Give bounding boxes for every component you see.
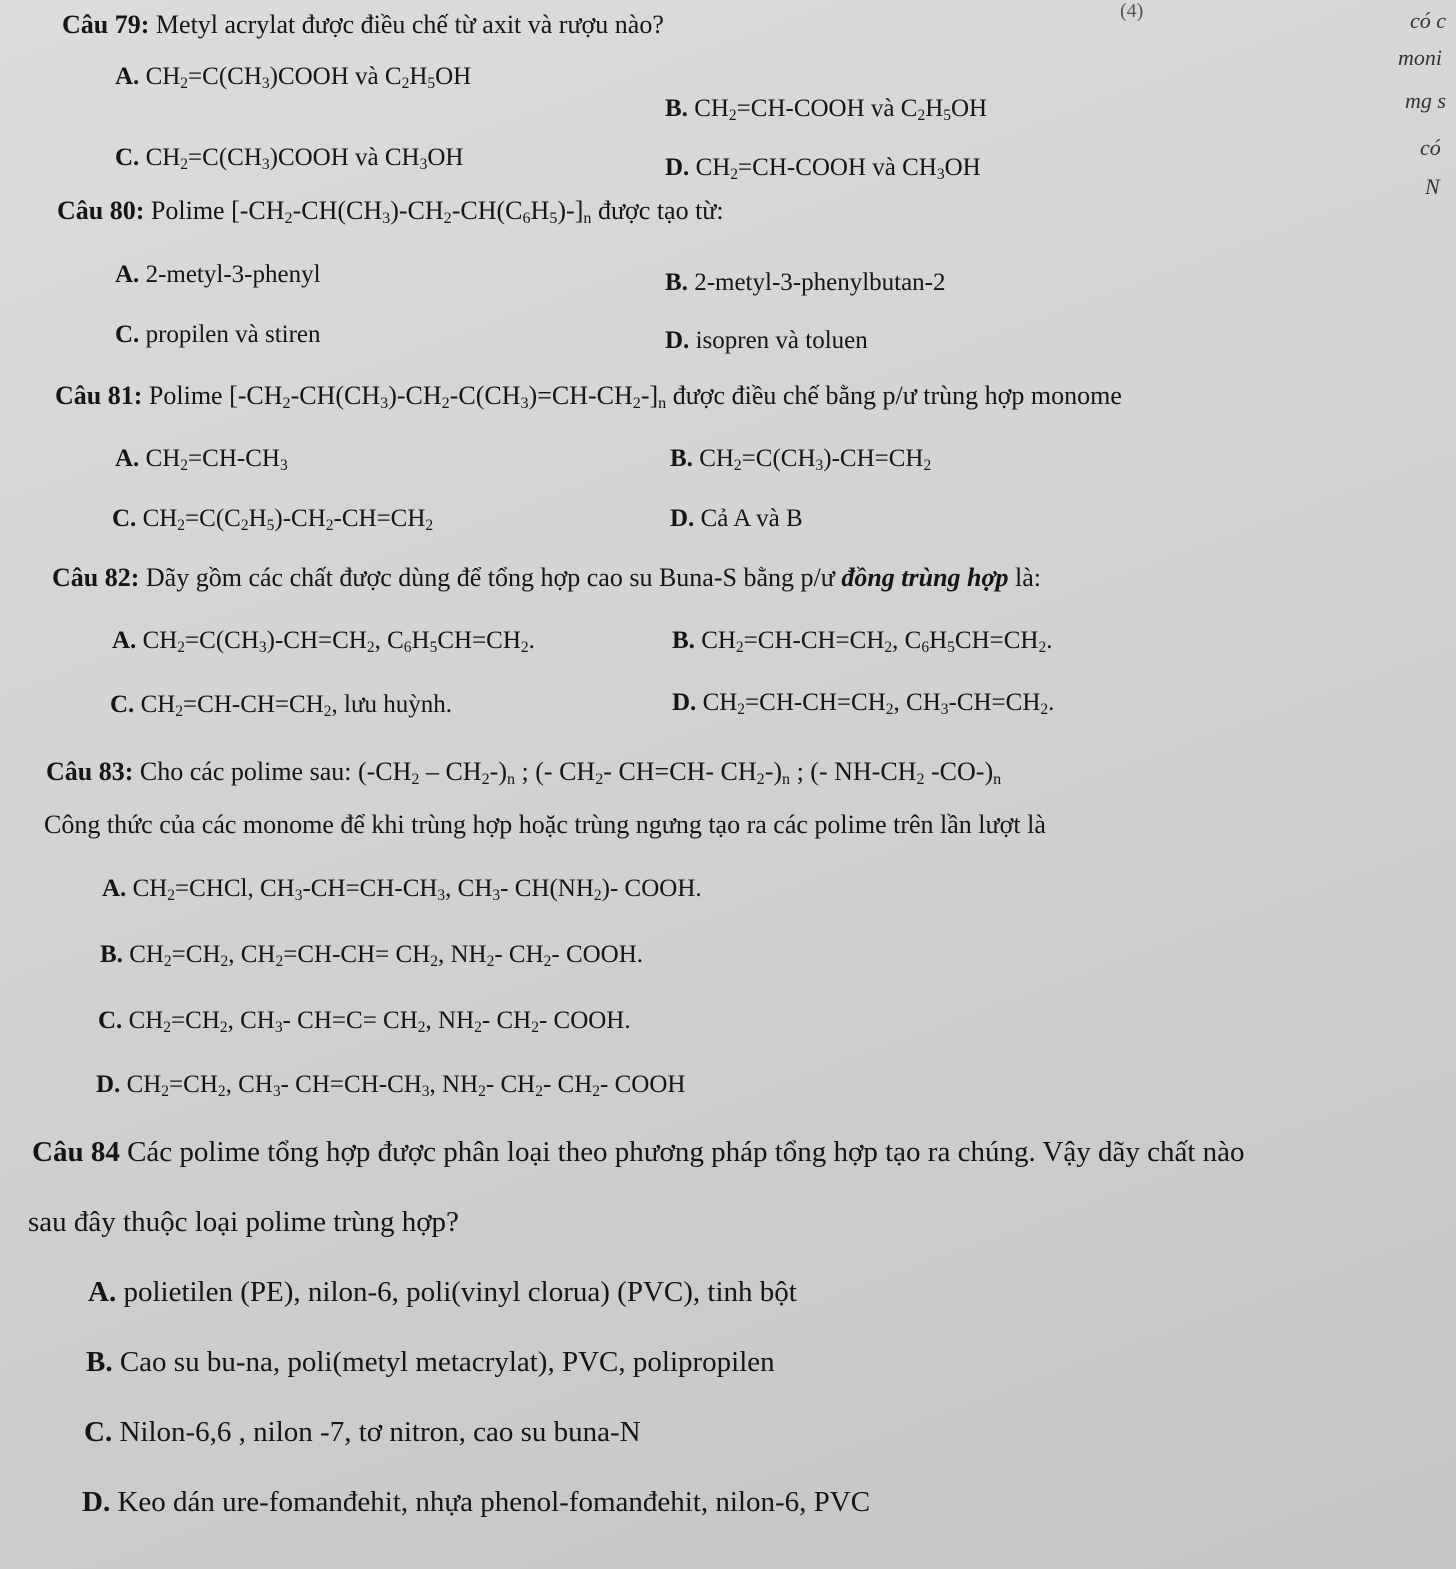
option-text: Nilon-6,6 , nilon -7, tơ nitron, cao su buna-N [119, 1416, 641, 1448]
option-label: A. [115, 261, 140, 288]
option-label: B. [670, 445, 693, 472]
option-label: C. [110, 691, 135, 718]
option-d[interactable] [96, 1071, 686, 1100]
question-number: Câu 84 [32, 1136, 120, 1168]
option-label: C. [84, 1416, 113, 1448]
question-emphasis: đồng trùng hợp [841, 563, 1009, 592]
question-text: Các polime tổng hợp được phân loại theo phương pháp tổng hợp tạo ra chúng. Vậy dãy chất nào [127, 1136, 1245, 1168]
question-number: Câu 81: [55, 381, 143, 410]
option-c[interactable] [110, 691, 453, 720]
option-b[interactable] [100, 941, 644, 970]
option-label: C. [115, 144, 140, 171]
option-label: D. [665, 327, 690, 354]
question-text-end: là: [1014, 563, 1041, 592]
option-text: $CH_2=CHCl$, $CH_3-CH=CH-CH_3$, $CH_3-$ $CH(NH_2)-$ COOH. [132, 875, 702, 904]
option-text: $CH_2=C(CH_3)-CH=CH_2$ [699, 445, 932, 474]
option-label: D. [672, 689, 697, 716]
option-text: $CH_2=CH$-COOH và $C_2H_5OH$ [694, 95, 988, 124]
option-label: A. [88, 1276, 117, 1308]
question-84-line2: sau đây thuộc loại polime trùng hợp? [28, 1206, 459, 1238]
option-b[interactable] [665, 270, 946, 295]
option-b[interactable] [665, 95, 988, 124]
option-c[interactable] [115, 322, 321, 347]
option-text: $CH_2=CH-CH_3$ [145, 445, 288, 474]
question-text: Polime $[-CH_2-CH(CH_3)-CH_2-C(CH_3)=CH-CH_2-]_n$ được điều chế bằng p/ư trùng hợp monome [148, 381, 1122, 413]
option-a[interactable] [115, 63, 472, 92]
option-text: $CH_2=C(C_2H_5)-CH_2-CH=CH_2$ [142, 505, 434, 534]
option-text: $CH_2=CH-CH=CH_2$, $CH_3-CH=CH_2$. [702, 689, 1055, 718]
option-a[interactable] [88, 1278, 797, 1307]
option-d[interactable] [670, 506, 803, 531]
option-text: Keo dán ure-fomanđehit, nhựa phenol-fomanđehit, nilon-6, PVC [117, 1486, 871, 1518]
option-text: propilen và stiren [145, 321, 321, 348]
option-label: B. [672, 627, 695, 654]
option-text: $CH_2=CH_2$, $CH_3-$ $CH=C= CH_2$, $NH_2-$ $CH_2-$ COOH. [128, 1007, 631, 1036]
option-label: B. [665, 269, 688, 296]
option-d[interactable] [665, 154, 981, 183]
question-80 [57, 196, 724, 228]
option-label: D. [665, 154, 690, 181]
option-label: A. [115, 63, 140, 90]
option-text: $CH_2=CH-CH=CH_2$, lưu huỳnh. [140, 691, 453, 720]
edge-fragment: N [1425, 174, 1440, 199]
option-d[interactable] [82, 1488, 870, 1517]
top-fragment: (4) [1120, 0, 1144, 22]
option-label: C. [112, 505, 137, 532]
option-label: A. [102, 875, 127, 902]
option-b[interactable] [86, 1348, 775, 1377]
option-c[interactable] [84, 1418, 641, 1447]
question-number: Câu 82: [52, 563, 140, 592]
option-label: D. [96, 1071, 121, 1098]
question-number: Câu 83: [46, 757, 134, 786]
option-a[interactable] [112, 627, 535, 656]
option-c[interactable] [98, 1007, 631, 1036]
question-83 [46, 757, 1002, 789]
option-text: Cao su bu-na, poli(metyl metacrylat), PVC, polipropilen [119, 1346, 775, 1378]
option-label: C. [98, 1007, 123, 1034]
option-label: B. [86, 1346, 113, 1378]
option-text: $CH_2=C(CH_3)COOH$ và $C_2H_5OH$ [145, 63, 472, 92]
option-label: D. [670, 505, 695, 532]
question-text: Polime $[-CH_2-CH(CH_3)-CH_2-CH(C_6H_5)-]_n$ được tạo từ: [150, 196, 724, 228]
option-text: $CH_2=C(CH_3)-CH=CH_2$, $C_6H_5CH=CH_2$. [142, 627, 535, 656]
option-text: polietilen (PE), nilon-6, poli(vinyl clorua) (PVC), tinh bột [123, 1276, 797, 1308]
option-text: $CH_2=CH_2$, $CH_3-$ $CH=CH-CH_3$, $NH_2-$ $CH_2-$ $CH_2-$ COOH [126, 1071, 686, 1100]
option-text: $CH_2=C(CH_3)COOH$ và $CH_3OH$ [145, 144, 464, 173]
question-text: Metyl acrylat được điều chế từ axit và rượu nào? [155, 10, 664, 39]
option-text: 2-metyl-3-phenyl [145, 261, 321, 288]
question-82 [52, 565, 1041, 591]
option-label: B. [100, 941, 123, 968]
question-text: Cho các polime sau: $(-CH_2 - CH_2-)_n$ ; (- $CH_2-$ CH=CH- $CH_2-)_n$ ; (- $NH-CH_2$ $-CO-)_n$ [139, 757, 1002, 789]
edge-fragment: có [1420, 135, 1441, 160]
option-b[interactable] [672, 627, 1053, 656]
option-b[interactable] [670, 445, 932, 474]
edge-fragment: mg s [1405, 88, 1446, 113]
option-a[interactable] [115, 262, 321, 287]
question-number: Câu 80: [57, 196, 145, 225]
option-label: C. [115, 321, 140, 348]
edge-fragment: có c [1410, 8, 1447, 33]
option-text: 2-metyl-3-phenylbutan-2 [694, 269, 946, 296]
question-text: Dãy gồm các chất được dùng để tổng hợp cao su Buna-S bằng p/ư [145, 563, 835, 592]
option-label: A. [115, 445, 140, 472]
question-84 [32, 1138, 1245, 1167]
option-label: B. [665, 95, 688, 122]
option-c[interactable] [112, 505, 434, 534]
option-d[interactable] [665, 328, 868, 353]
option-c[interactable] [115, 144, 464, 173]
option-a[interactable] [102, 875, 702, 904]
question-81 [55, 381, 1122, 413]
question-number: Câu 79: [62, 10, 150, 39]
question-79 [62, 12, 664, 38]
option-text: $CH_2=CH$-COOH và $CH_3OH$ [695, 154, 981, 183]
option-d[interactable] [672, 689, 1055, 718]
option-text: $CH_2=CH_2$, $CH_2=CH-CH= CH_2$, $NH_2-$ $CH_2-$ COOH. [129, 941, 644, 970]
option-text: Cả A và B [700, 505, 803, 532]
option-text: $CH_2=CH-CH=CH_2$, $C_6H_5CH=CH_2$. [701, 627, 1053, 656]
option-label: A. [112, 627, 137, 654]
option-label: D. [82, 1486, 111, 1518]
edge-fragment: moni [1398, 45, 1442, 70]
option-a[interactable] [115, 445, 288, 474]
question-83-line2: Công thức của các monome để khi trùng hợp hoặc trùng ngưng tạo ra các polime trên lần lượt là [44, 810, 1046, 839]
option-text: isopren và toluen [695, 327, 868, 354]
